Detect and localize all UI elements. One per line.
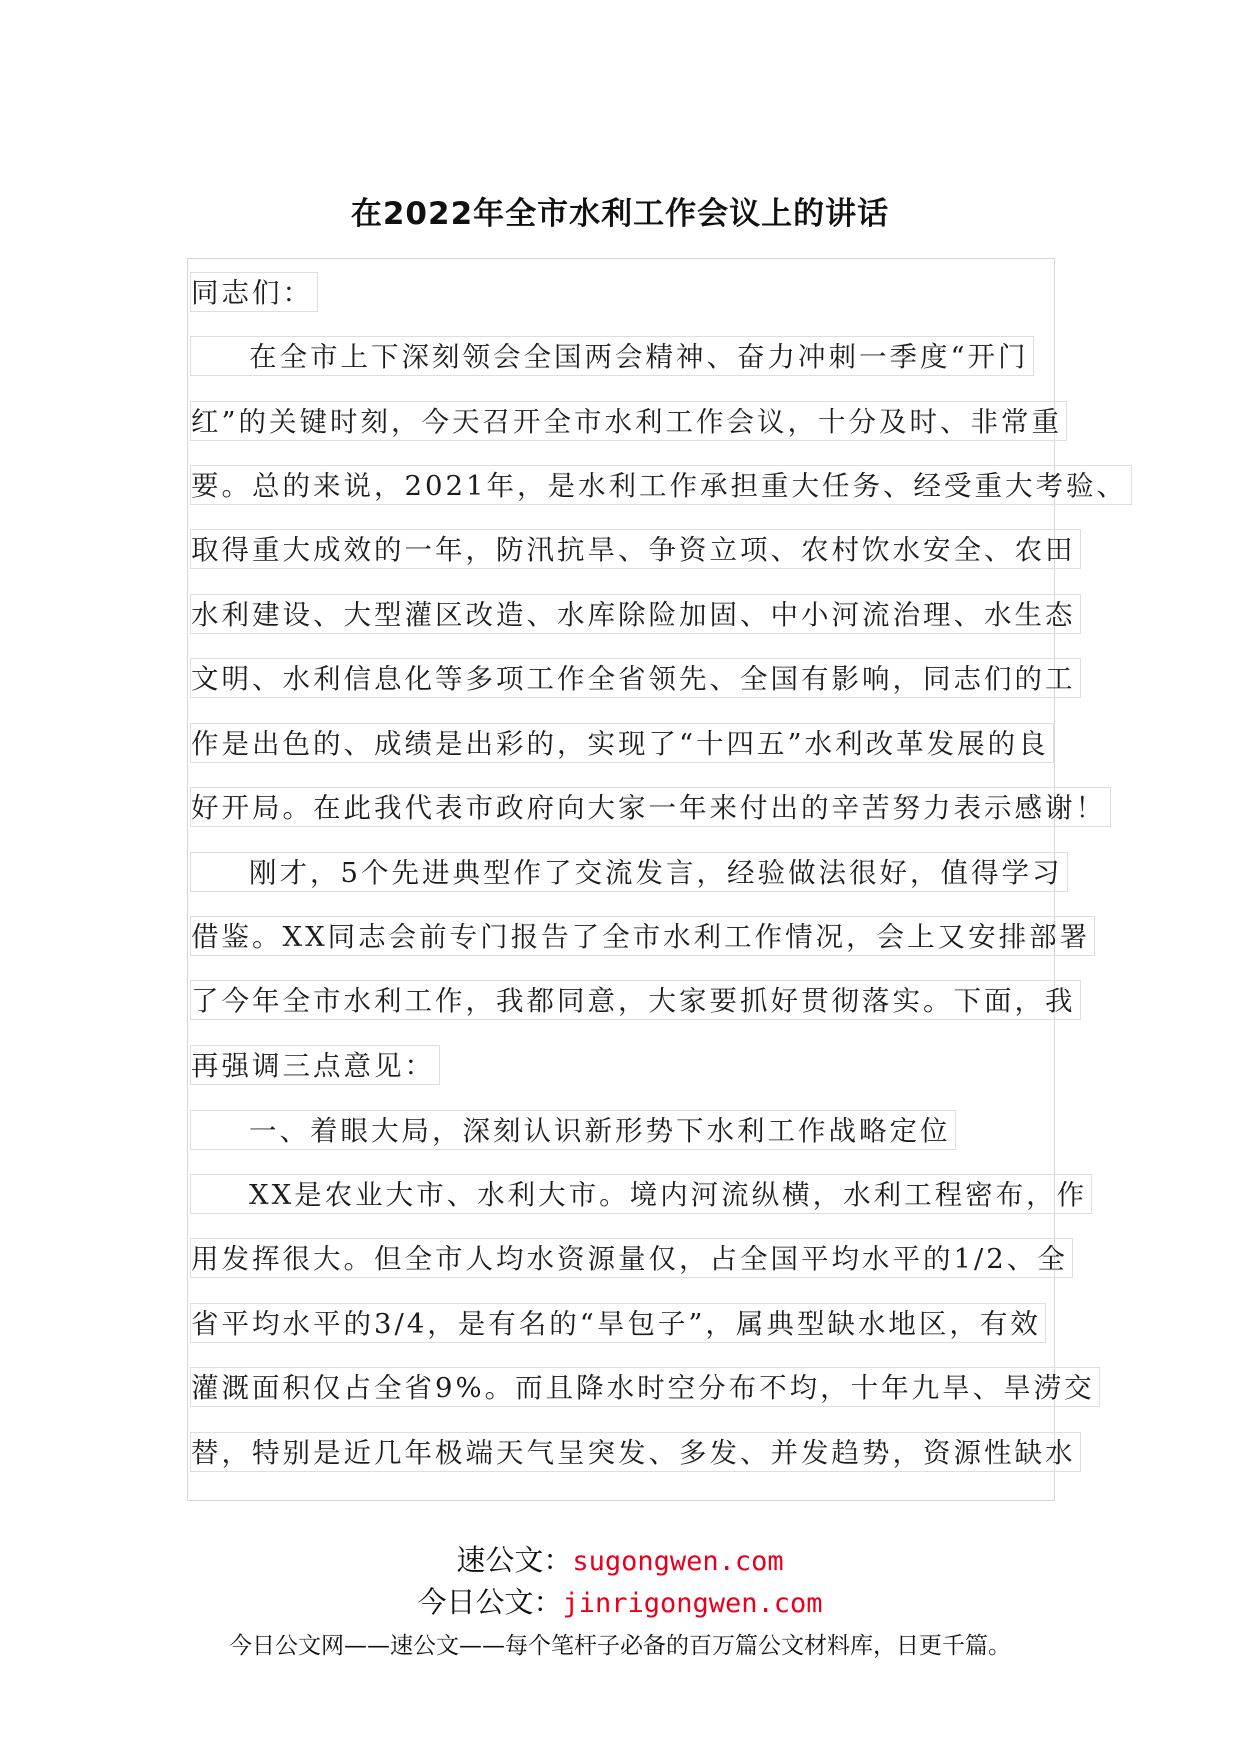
section-heading-1: 一、着眼大局，深刻认识新形势下水利工作战略定位 [190, 1110, 956, 1150]
paragraph-3-line: 灌溉面积仅占全省9%。而且降水时空分布不均，十年九旱、旱涝交 [190, 1367, 1100, 1407]
footer-tagline: 今日公文网——速公文——每个笔杆子必备的百万篇公文材料库，日更千篇。 [229, 1633, 1011, 1659]
paragraph-1-line: 取得重大成效的一年，防汛抗旱、争资立项、农村饮水安全、农田 [190, 529, 1081, 569]
footer-site1-label: 速公文： [456, 1543, 573, 1577]
paragraph-3-line: XX是农业大市、水利大市。境内河流纵横，水利工程密布，作 [190, 1174, 1092, 1214]
footer-site2 [0, 1580, 1240, 1621]
paragraph-3-line: 省平均水平的3/4，是有名的“旱包子”，属典型缺水地区，有效 [190, 1303, 1046, 1343]
footer-site2-label: 今日公文： [417, 1585, 563, 1619]
paragraph-2-line: 了今年全市水利工作，我都同意，大家要抓好贯彻落实。下面，我 [190, 980, 1081, 1020]
paragraph-3-line: 用发挥很大。但全市人均水资源量仅，占全国平均水平的1/2、全 [190, 1238, 1073, 1278]
paragraph-1-line: 要。总的来说，2021年，是水利工作承担重大任务、经受重大考验、 [190, 465, 1132, 505]
paragraph-1-line: 红”的关键时刻，今天召开全市水利工作会议，十分及时、非常重 [190, 401, 1067, 441]
paragraph-1-line: 在全市上下深刻领会全国两会精神、奋力冲刺一季度“开门 [190, 336, 1034, 376]
paragraph-2-line: 借鉴。XX同志会前专门报告了全市水利工作情况，会上又安排部署 [190, 916, 1095, 956]
paragraph-2-line: 再强调三点意见： [190, 1045, 440, 1085]
footer-site2-link[interactable]: jinrigongwen.com [562, 1588, 823, 1619]
paragraph-3-line: 替，特别是近几年极端天气呈突发、多发、并发趋势，资源性缺水 [190, 1432, 1081, 1472]
paragraph-1-line: 水利建设、大型灌区改造、水库除险加固、中小河流治理、水生态 [190, 594, 1081, 634]
paragraph-1-line: 好开局。在此我代表市政府向大家一年来付出的辛苦努力表示感谢！ [190, 787, 1111, 827]
paragraph-2-line: 刚才，5个先进典型作了交流发言，经验做法很好，值得学习 [190, 852, 1068, 892]
paragraph-1-line: 文明、水利信息化等多项工作全省领先、全国有影响，同志们的工 [190, 658, 1081, 698]
document-title: 在2022年全市水利工作会议上的讲话 [350, 196, 890, 232]
footer-site1 [0, 1538, 1240, 1579]
paragraph-1-line: 作是出色的、成绩是出彩的，实现了“十四五”水利改革发展的良 [190, 723, 1054, 763]
salutation-line: 同志们： [190, 272, 318, 312]
footer-site1-link[interactable]: sugongwen.com [572, 1546, 784, 1577]
